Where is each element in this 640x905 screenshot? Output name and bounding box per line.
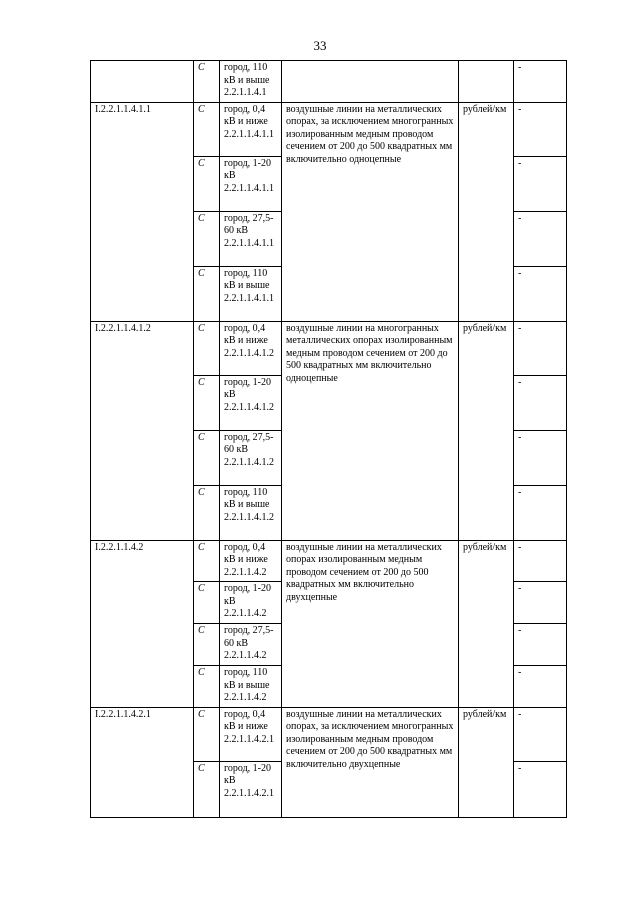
unit-cell <box>459 61 514 103</box>
symbol-cell: C <box>194 666 220 708</box>
symbol-cell: C <box>194 61 220 103</box>
symbol-cell: C <box>194 102 220 156</box>
city-cell: город, 0,4 кВ и ниже 2.2.1.1.4.1.1 <box>220 102 282 156</box>
city-cell: город, 0,4 кВ и ниже 2.2.1.1.4.2.1 <box>220 707 282 761</box>
city-cell: город, 0,4 кВ и ниже 2.2.1.1.4.2 <box>220 540 282 582</box>
code-cell: I.2.2.1.1.4.2.1 <box>91 707 194 817</box>
unit-cell: рублей/км <box>459 540 514 707</box>
unit-cell: рублей/км <box>459 102 514 321</box>
symbol-cell: C <box>194 430 220 485</box>
page-number: 33 <box>313 38 327 53</box>
city-cell: город, 110 кВ и выше 2.2.1.1.4.1 <box>220 61 282 103</box>
value-cell: - <box>514 375 567 430</box>
city-cell: город, 110 кВ и выше 2.2.1.1.4.2 <box>220 666 282 708</box>
table-row <box>91 61 567 103</box>
city-cell: город, 27,5-60 кВ 2.2.1.1.4.2 <box>220 624 282 666</box>
value-cell: - <box>514 624 567 666</box>
city-cell: город, 110 кВ и выше 2.2.1.1.4.1.2 <box>220 485 282 540</box>
symbol-cell: C <box>194 582 220 624</box>
value-cell: - <box>514 321 567 375</box>
symbol-cell: C <box>194 761 220 817</box>
unit-cell: рублей/км <box>459 321 514 540</box>
tariff-table <box>90 60 567 818</box>
value-cell: - <box>514 430 567 485</box>
code-cell <box>91 61 194 103</box>
symbol-cell: C <box>194 321 220 375</box>
code-cell: I.2.2.1.1.4.2 <box>91 540 194 707</box>
value-cell: - <box>514 61 567 103</box>
value-cell: - <box>514 540 567 582</box>
symbol-cell: C <box>194 211 220 266</box>
description-cell <box>282 61 459 103</box>
city-cell: город, 1-20 кВ 2.2.1.1.4.2.1 <box>220 761 282 817</box>
city-cell: город, 1-20 кВ 2.2.1.1.4.2 <box>220 582 282 624</box>
value-cell: - <box>514 582 567 624</box>
symbol-cell: C <box>194 540 220 582</box>
description-cell: воздушные линии на металлических опорах, за исключением многогранных изолированным медным проводом сечением от 200 до 500 квадратных мм включительно одноцепные <box>282 102 459 321</box>
symbol-cell: C <box>194 266 220 321</box>
city-cell: город, 0,4 кВ и ниже 2.2.1.1.4.1.2 <box>220 321 282 375</box>
table-row <box>91 707 567 761</box>
code-cell: I.2.2.1.1.4.1.2 <box>91 321 194 540</box>
symbol-cell: C <box>194 375 220 430</box>
table-row <box>91 102 567 156</box>
unit-cell: рублей/км <box>459 707 514 817</box>
description-cell: воздушные линии на металлических опорах, за исключением многогранных изолированным медным проводом сечением от 200 до 500 квадратных мм включительно двухцепные <box>282 707 459 817</box>
symbol-cell: C <box>194 624 220 666</box>
table-row <box>91 321 567 375</box>
symbol-cell: C <box>194 485 220 540</box>
value-cell: - <box>514 707 567 761</box>
value-cell: - <box>514 211 567 266</box>
value-cell: - <box>514 761 567 817</box>
value-cell: - <box>514 485 567 540</box>
value-cell: - <box>514 266 567 321</box>
city-cell: город, 1-20 кВ 2.2.1.1.4.1.2 <box>220 375 282 430</box>
description-cell: воздушные линии на металлических опорах изолированным медным проводом сечением от 200 до 500 квадратных мм включительно двухцепные <box>282 540 459 707</box>
value-cell: - <box>514 102 567 156</box>
value-cell: - <box>514 666 567 708</box>
city-cell: город, 27,5-60 кВ 2.2.1.1.4.1.2 <box>220 430 282 485</box>
city-cell: город, 110 кВ и выше 2.2.1.1.4.1.1 <box>220 266 282 321</box>
city-cell: город, 1-20 кВ 2.2.1.1.4.1.1 <box>220 156 282 211</box>
value-cell: - <box>514 156 567 211</box>
symbol-cell: C <box>194 156 220 211</box>
table-row <box>91 540 567 582</box>
city-cell: город, 27,5-60 кВ 2.2.1.1.4.1.1 <box>220 211 282 266</box>
code-cell: I.2.2.1.1.4.1.1 <box>91 102 194 321</box>
symbol-cell: C <box>194 707 220 761</box>
description-cell: воздушные линии на многогранных металлических опорах изолированным медным проводом сечением от 200 до 500 квадратных мм включительно одноцепные <box>282 321 459 540</box>
